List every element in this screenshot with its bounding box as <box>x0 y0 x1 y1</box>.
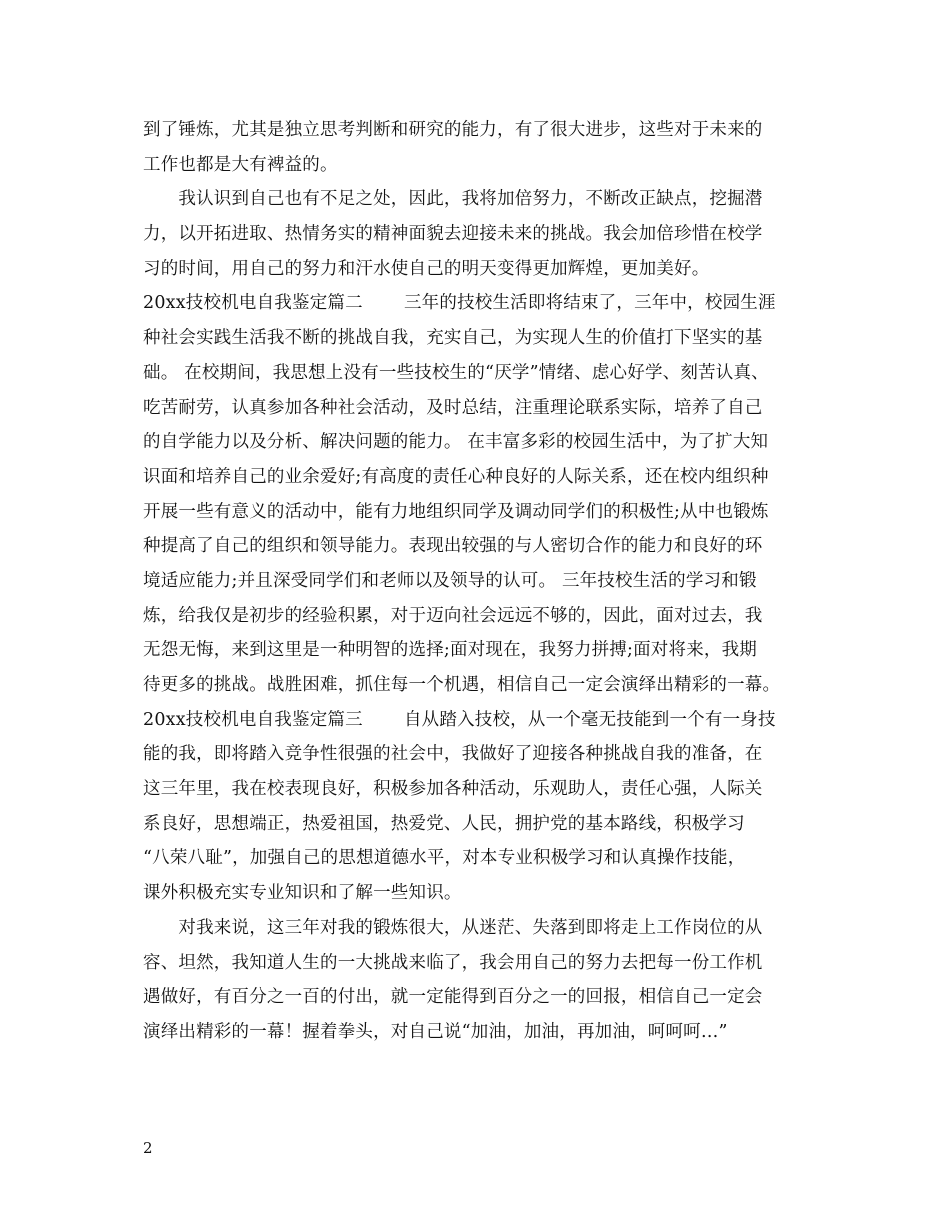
page-number: 2 <box>143 1139 153 1157</box>
document-body <box>143 113 823 1050</box>
text-line: 遇做好，有百分之一百的付出，就一定能得到百分之一的回报，相信自己一定会 <box>143 987 763 1008</box>
text-line: 习的时间，用自己的努力和汗水使自己的明天变得更加辉煌，更加美好。 <box>143 258 710 279</box>
text-line: “八荣八耻”，加强自己的思想道德水平，对本专业积极学习和认真操作技能， <box>143 848 746 869</box>
text-line: 对我来说，这三年对我的锻炼很大，从迷茫、失落到即将走上工作岗位的从 <box>143 917 763 938</box>
text-line: 无怨无悔，来到这里是一种明智的选择;面对现在，我努力拼搏;面对将来，我期 <box>143 640 757 661</box>
text-line: 炼，给我仅是初步的经验积累，对于迈向社会远远不够的，因此，面对过去，我 <box>143 605 763 626</box>
section-heading-line: 20xx技校机电自我鉴定篇二 三年的技校生活即将结束了，三年中，校园生涯 <box>143 293 776 314</box>
text-line: 能的我，即将踏入竞争性很强的社会中，我做好了迎接各种挑战自我的准备，在 <box>143 744 763 765</box>
text-line: 工作也都是大有裨益的。 <box>143 154 338 175</box>
text-line: 开展一些有意义的活动中，能有力地组织同学及调动同学们的积极性;从中也锻炼 <box>143 501 769 522</box>
text-line: 种社会实践生活我不断的挑战自我，充实自己，为实现人生的价值打下坚实的基 <box>143 328 763 349</box>
text-line: 我认识到自己也有不足之处，因此，我将加倍努力，不断改正缺点，挖掘潜 <box>143 189 763 210</box>
text-line: 种提高了自己的组织和领导能力。表现出较强的与人密切合作的能力和良好的环 <box>143 536 763 557</box>
text-line: 识面和培养自己的业余爱好;有高度的责任心种良好的人际关系，还在校内组织种 <box>143 466 769 487</box>
text-line: 系良好，思想端正，热爱祖国，热爱党、人民，拥护党的基本路线，积极学习 <box>143 813 745 834</box>
text-line: 力，以开拓进取、热情务实的精神面貌去迎接未来的挑战。我会加倍珍惜在校学 <box>143 224 763 245</box>
text-line: 待更多的挑战。战胜困难，抓住每一个机遇，相信自己一定会演绎出精彩的一幕。 <box>143 675 781 695</box>
text-line: 容、坦然，我知道人生的一大挑战来临了，我会用自己的努力去把每一份工作机 <box>143 952 763 973</box>
text-line: 演绎出精彩的一幕！握着拳头，对自己说“加油，加油，再加油，呵呵呵…” <box>143 1021 728 1042</box>
text-line: 这三年里，我在校表现良好，积极参加各种活动，乐观助人，责任心强，人际关 <box>143 779 763 800</box>
text-line: 吃苦耐劳，认真参加各种社会活动，及时总结，注重理论联系实际，培养了自己 <box>143 397 763 418</box>
text-line: 课外积极充实专业知识和了解一些知识。 <box>143 883 462 904</box>
text-line: 到了锤炼，尤其是独立思考判断和研究的能力，有了很大进步，这些对于未来的 <box>143 120 763 140</box>
section-heading-line: 20xx技校机电自我鉴定篇三 自从踏入技校，从一个毫无技能到一个有一身技 <box>143 709 776 730</box>
text-line: 的自学能力以及分析、解决问题的能力。 在丰富多彩的校园生活中，为了扩大知 <box>143 432 769 453</box>
text-line: 境适应能力;并且深受同学们和老师以及领导的认可。 三年技校生活的学习和锻 <box>143 570 757 591</box>
text-line: 础。 在校期间，我思想上没有一些技校生的“厌学”情绪、虑心好学、刻苦认真、 <box>143 362 769 383</box>
